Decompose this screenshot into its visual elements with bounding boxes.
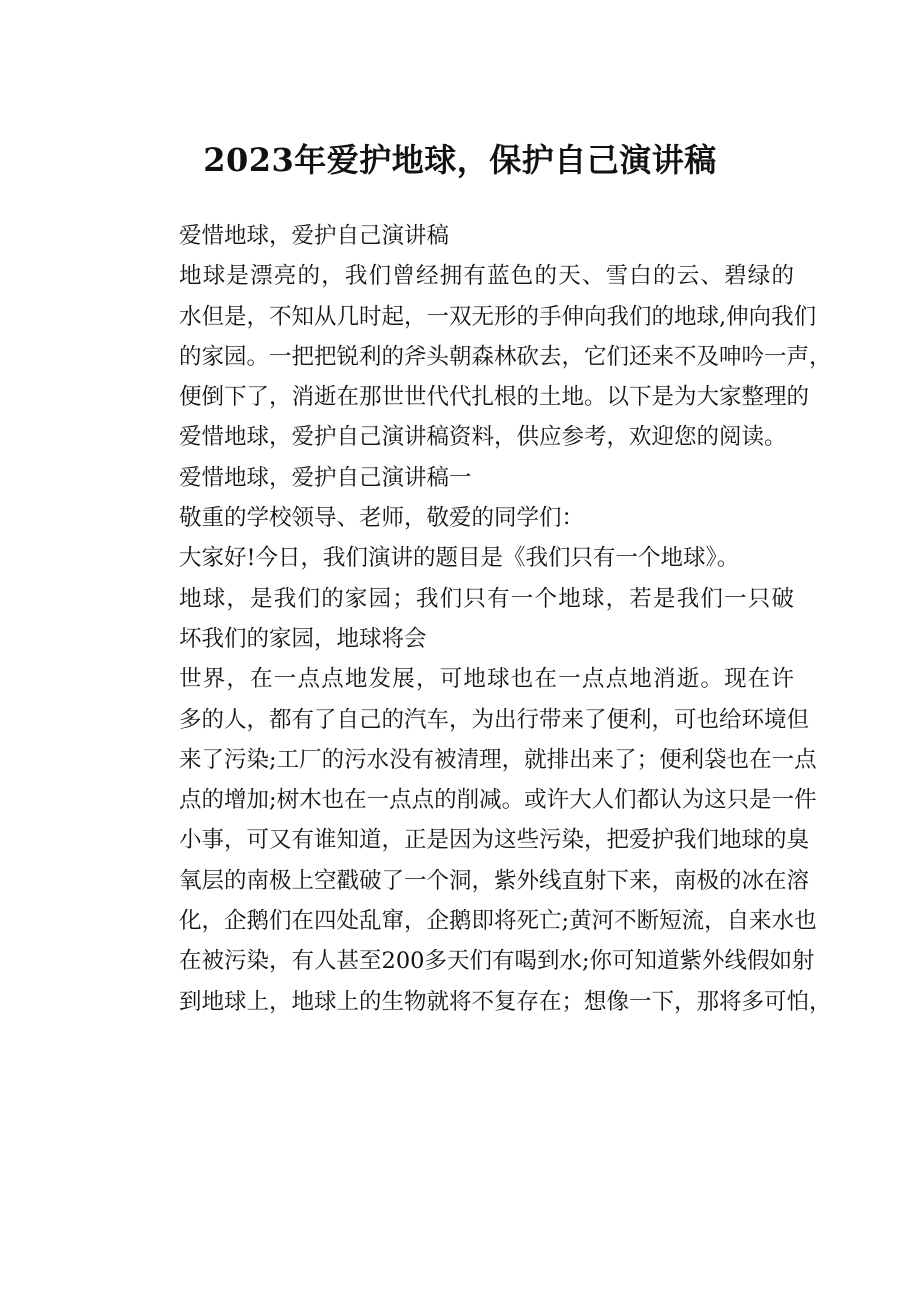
text-line: 的家园。一把把锐利的斧头朝森林砍去，它们还来不及呻吟一声，	[179, 343, 832, 370]
text-line: 爱惜地球，爱护自己演讲稿一	[179, 464, 472, 491]
paragraph-pollution	[134, 659, 832, 1022]
text-line: 小事，可又有谁知道，正是因为这些污染，把爱护我们地球的臭	[179, 827, 810, 854]
paragraph-earth-home	[134, 579, 794, 660]
text-line: 便倒下了，消逝在那世世代代扎根的土地。以下是为大家整理的	[179, 384, 810, 411]
text-line: 地球是漂亮的，我们曾经拥有蓝色的天、雪白的云、碧绿的	[179, 263, 794, 290]
paragraph-subtitle	[134, 216, 794, 256]
text-line: 来了污染;工厂的污水没有被清理，就排出来了；便利袋也在一点	[179, 746, 817, 773]
text-line: 大家好!今日，我们演讲的题目是《我们只有一个地球》。	[179, 545, 740, 572]
text-line: 多的人，都有了自己的汽车，为出行带来了便利，可也给环境但	[179, 706, 810, 733]
text-line: 敬重的学校领导、老师，敬爱的同学们：	[179, 505, 585, 532]
text-line: 点的增加;树木也在一点点的削减。或许大人们都认为这只是一件	[179, 787, 817, 814]
paragraph-greeting	[134, 538, 794, 578]
document-title: 2023年爱护地球，保护自己演讲稿	[203, 141, 717, 179]
paragraph-intro	[134, 256, 832, 457]
text-line: 坏我们的家园，地球将会	[179, 625, 427, 652]
text-line: 到地球上，地球上的生物就将不复存在；想像一下，那将多可怕，	[179, 988, 832, 1015]
text-line: 世界，在一点点地发展，可地球也在一点点地消逝。现在许	[179, 666, 794, 693]
text-line: 化，企鹅们在四处乱窜，企鹅即将死亡;黄河不断短流，自来水也	[179, 908, 817, 935]
text-line: 地球，是我们的家园；我们只有一个地球，若是我们一只破	[179, 585, 794, 612]
paragraph-salutation	[134, 498, 794, 538]
document-body	[134, 216, 832, 1022]
text-line: 水但是，不知从几时起，一双无形的手伸向我们的地球,伸向我们	[179, 303, 817, 330]
text-line: 氧层的南极上空戳破了一个洞，紫外线直射下来，南极的冰在溶	[179, 867, 810, 894]
paragraph-section-heading	[134, 458, 794, 498]
text-line: 爱惜地球，爱护自己演讲稿	[179, 223, 450, 249]
text-line: 在被污染，有人甚至200多天们有喝到水;你可知道紫外线假如射	[179, 948, 815, 975]
text-line: 爱惜地球，爱护自己演讲稿资料，供应参考，欢迎您的阅读。	[179, 424, 787, 451]
